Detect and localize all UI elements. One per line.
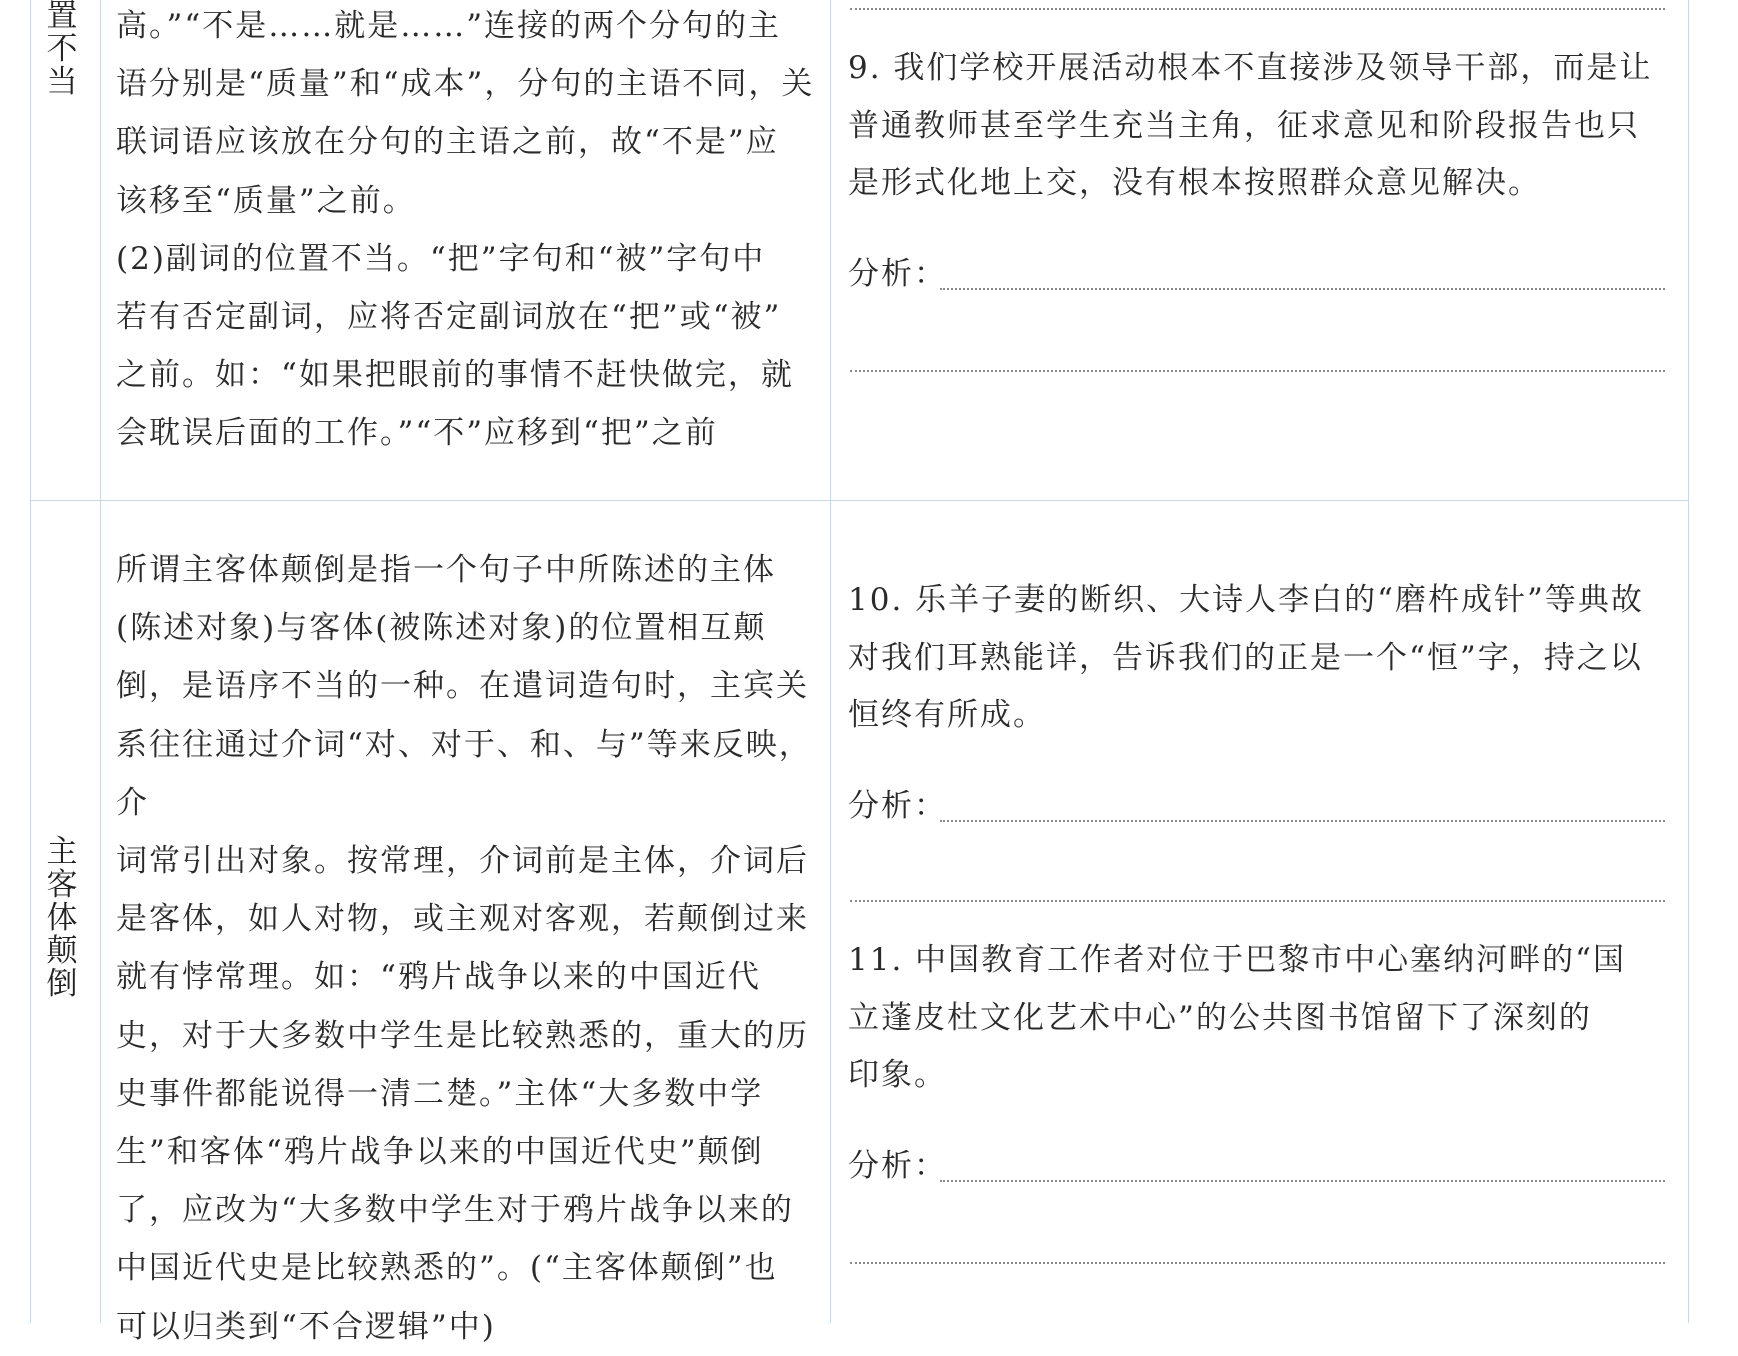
text-line: 倒，是语序不当的一种。在遣词造句时，主宾关: [116, 668, 809, 705]
question-9: [848, 40, 1668, 213]
text-line: 中国近代史是比较熟悉的”。(“主客体颠倒”也: [116, 1250, 778, 1287]
row-divider: [30, 500, 1688, 501]
text-line: 之前。如：“如果把眼前的事情不赶快做完，就: [116, 357, 794, 394]
text-line: 高。”“不是……就是……”连接的两个分句的主: [116, 8, 782, 44]
analysis-label: 分析：: [848, 256, 947, 292]
question-line: 印象。: [848, 1057, 947, 1093]
text-line: 词常引出对象。按常理，介词前是主体，介词后: [116, 843, 809, 880]
text-line: 就有悖常理。如：“鸦片战争以来的中国近代: [116, 959, 761, 996]
question-line: 是形式化地上交，没有根本按照群众意见解决。: [848, 165, 1541, 201]
text-line: 会耽误后面的工作。”“不”应移到“把”之前: [116, 415, 718, 452]
question-line: 对我们耳熟能详，告诉我们的正是一个“恒”字，持之以: [848, 639, 1643, 676]
label-char: 客: [46, 867, 78, 903]
text-line: 史，对于大多数中学生是比较熟悉的，重大的历: [116, 1017, 809, 1054]
text-line: 生”和客体“鸦片战争以来的中国近代史”颠倒: [116, 1134, 764, 1171]
text-line: 联词语应该放在分句的主语之前，故“不是”应: [116, 124, 779, 161]
text-line: (2)副词的位置不当。“把”字句和“被”字句中: [116, 240, 766, 277]
table-right-border: [1688, 0, 1689, 1323]
label-column-divider: [100, 0, 101, 1323]
question-line: 10. 乐羊子妻的断织、大诗人李白的“磨杵成针”等典故: [848, 582, 1644, 618]
answer-line[interactable]: [850, 900, 1665, 902]
explanation-text-top: [116, 0, 816, 463]
question-line: 立蓬皮杜文化艺术中心”的公共图书馆留下了深刻的: [848, 999, 1592, 1036]
text-line: 了，应改为“大多数中学生对于鸦片战争以来的: [116, 1192, 794, 1229]
text-line: 系往往通过介词“对、对于、和、与”等来反映，介: [116, 726, 812, 821]
answer-line[interactable]: [850, 370, 1665, 372]
answer-line[interactable]: [850, 8, 1665, 10]
text-line: (陈述对象)与客体(被陈述对象)的位置相互颠: [116, 610, 767, 647]
text-line: 可以归类到“不合逻辑”中): [116, 1308, 496, 1345]
label-char: 倒: [46, 966, 78, 1002]
label-char: 不: [46, 31, 78, 67]
label-char: 主: [46, 834, 78, 870]
text-line: 史事件都能说得一清二楚。”主体“大多数中学: [116, 1075, 764, 1112]
text-line: 该移至“质量”之前。: [116, 182, 416, 219]
answer-line[interactable]: [940, 288, 1665, 290]
analysis-label: 分析：: [848, 788, 947, 824]
label-char: 置: [46, 0, 78, 34]
question-11: [848, 932, 1668, 1105]
question-10: [848, 572, 1668, 745]
analysis-label: 分析：: [848, 1148, 947, 1184]
question-line: 11. 中国教育工作者对位于巴黎市中心塞纳河畔的“国: [848, 942, 1627, 978]
category-label-top: [44, 0, 80, 99]
label-char: 颠: [46, 933, 78, 969]
question-line: 9. 我们学校开展活动根本不直接涉及领导干部，而是让: [848, 50, 1653, 86]
question-line: 恒终有所成。: [848, 697, 1046, 733]
answer-line[interactable]: [940, 820, 1665, 822]
label-char: 当: [46, 64, 78, 100]
answer-line[interactable]: [940, 1180, 1665, 1182]
text-line: 语分别是“质量”和“成本”，分句的主语不同，关: [116, 66, 815, 103]
explanation-text-bottom: [116, 541, 816, 1356]
category-label-bottom: [44, 836, 80, 1001]
text-line: 若有否定副词，应将否定副词放在“把”或“被”: [116, 299, 782, 336]
content-column-divider: [830, 0, 831, 1323]
text-line: 是客体，如人对物，或主观对客观，若颠倒过来: [116, 901, 809, 938]
text-line: 所谓主客体颠倒是指一个句子中所陈述的主体: [116, 552, 776, 588]
answer-line[interactable]: [850, 1262, 1665, 1264]
table-left-border: [30, 0, 31, 1323]
question-line: 普通教师甚至学生充当主角，征求意见和阶段报告也只: [848, 107, 1640, 144]
label-char: 体: [46, 900, 78, 936]
